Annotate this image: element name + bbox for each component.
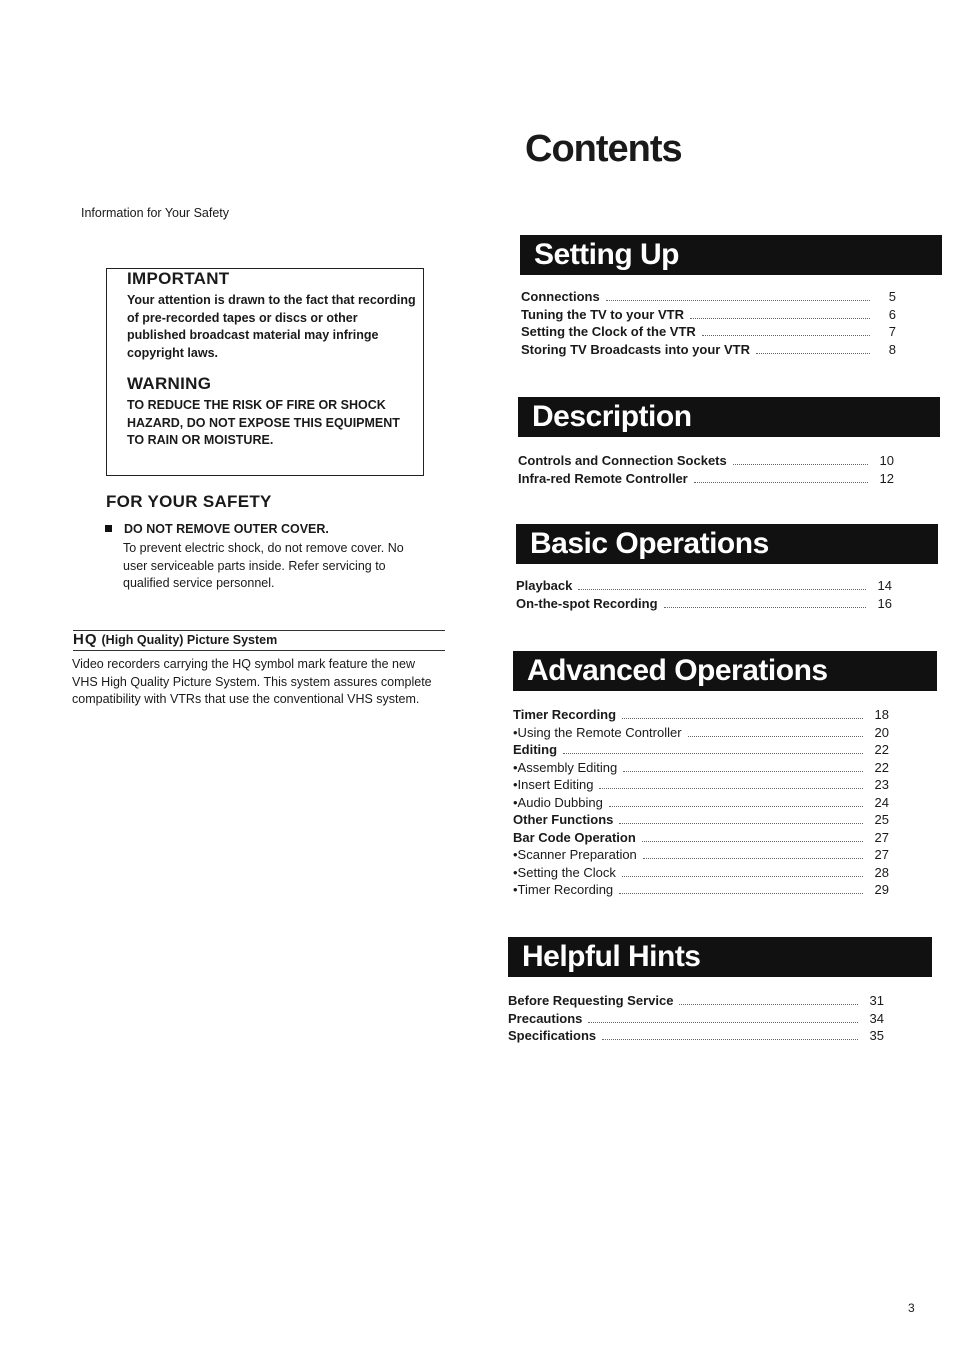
toc-page: 35 xyxy=(869,1028,884,1043)
safety-heading: FOR YOUR SAFETY xyxy=(106,492,272,511)
toc-page: 22 xyxy=(874,759,889,775)
toc-page: 10 xyxy=(879,453,894,468)
toc-leader xyxy=(733,464,868,465)
hq-heading-text: (High Quality) Picture System xyxy=(101,633,278,647)
toc-label: •Insert Editing xyxy=(513,777,594,792)
toc-leader xyxy=(619,893,863,894)
toc-label: Tuning the TV to your VTR xyxy=(521,306,684,322)
toc-page: 29 xyxy=(874,882,889,897)
warning-heading: WARNING xyxy=(127,374,212,393)
toc-leader xyxy=(756,353,870,354)
section-title: Advanced Operations xyxy=(527,654,828,687)
toc-label: Other Functions xyxy=(513,812,614,827)
toc-leader xyxy=(599,788,863,789)
section-bar-description xyxy=(518,397,940,437)
important-text: Your attention is drawn to the fact that recording of pre-recorded tapes or discs or other published broadcast material may infringe copyright laws. xyxy=(127,293,416,360)
toc-leader xyxy=(642,841,863,842)
toc-leader xyxy=(679,1004,858,1005)
toc-page: 6 xyxy=(888,306,896,322)
safety-intro-text: Information for Your Safety xyxy=(81,206,230,220)
toc-row[interactable] xyxy=(513,794,889,812)
toc-page: 22 xyxy=(874,742,889,757)
toc-row[interactable] xyxy=(518,452,894,470)
toc-label: Controls and Connection Sockets xyxy=(518,453,727,468)
section-title: Basic Operations xyxy=(530,527,769,560)
toc-row[interactable] xyxy=(508,992,884,1010)
toc-description xyxy=(518,452,894,487)
toc-leader xyxy=(688,736,863,737)
toc-leader xyxy=(643,858,863,859)
toc-advanced-operations xyxy=(513,706,889,899)
toc-row[interactable] xyxy=(513,706,889,724)
toc-leader xyxy=(606,300,870,301)
toc-row[interactable] xyxy=(521,288,896,306)
toc-page: 28 xyxy=(874,864,889,880)
toc-label: On-the-spot Recording xyxy=(516,595,658,611)
toc-page: 27 xyxy=(874,829,889,845)
toc-label: Specifications xyxy=(508,1028,597,1043)
section-bar-setting-up xyxy=(520,235,942,275)
toc-page: 5 xyxy=(888,289,896,304)
toc-leader xyxy=(694,482,868,483)
toc-label: Precautions xyxy=(508,1010,583,1026)
toc-leader xyxy=(690,318,870,319)
page-title: Contents xyxy=(525,128,682,170)
toc-row[interactable] xyxy=(513,724,889,742)
toc-page: 34 xyxy=(869,1010,884,1026)
important-notice-box xyxy=(106,268,424,476)
toc-page: 12 xyxy=(879,470,894,486)
hq-rule-bottom xyxy=(73,650,445,651)
toc-row[interactable] xyxy=(513,881,889,899)
warning-text: TO REDUCE THE RISK OF FIRE OR SHOCK HAZARD, DO NOT EXPOSE THIS EQUIPMENT TO RAIN OR MOISTURE. xyxy=(127,398,400,447)
toc-row[interactable] xyxy=(513,741,889,759)
toc-row[interactable] xyxy=(513,759,889,777)
toc-label: •Using the Remote Controller xyxy=(513,724,682,740)
important-heading: IMPORTANT xyxy=(127,269,230,288)
toc-label: •Assembly Editing xyxy=(513,759,618,775)
toc-leader xyxy=(622,718,863,719)
toc-leader xyxy=(609,806,863,807)
toc-leader xyxy=(578,589,866,590)
section-title: Description xyxy=(532,400,692,433)
toc-label: Setting the Clock of the VTR xyxy=(521,324,696,339)
toc-page: 24 xyxy=(874,794,889,810)
toc-row[interactable] xyxy=(518,470,894,488)
toc-setting-up xyxy=(521,288,896,358)
toc-row[interactable] xyxy=(513,829,889,847)
toc-leader xyxy=(622,876,863,877)
toc-leader xyxy=(623,771,863,772)
toc-page: 14 xyxy=(877,578,892,593)
toc-row[interactable] xyxy=(521,341,896,359)
toc-row[interactable] xyxy=(516,595,892,613)
toc-label: •Setting the Clock xyxy=(513,864,616,880)
toc-label: Editing xyxy=(513,742,558,757)
toc-basic-operations xyxy=(516,577,892,612)
toc-row[interactable] xyxy=(508,1010,884,1028)
toc-page: 16 xyxy=(877,595,892,611)
toc-label: Before Requesting Service xyxy=(508,993,674,1008)
toc-leader xyxy=(664,607,866,608)
toc-label: Infra-red Remote Controller xyxy=(518,470,688,486)
hq-text: Video recorders carrying the HQ symbol mark feature the new VHS High Quality Picture System. This system assures complete compatibility with VTRs that use the conventional VHS system. xyxy=(72,657,432,706)
toc-page: 18 xyxy=(874,707,889,722)
toc-leader xyxy=(563,753,863,754)
toc-page: 23 xyxy=(874,777,889,792)
toc-leader xyxy=(602,1039,858,1040)
toc-row[interactable] xyxy=(513,811,889,829)
toc-label: •Scanner Preparation xyxy=(513,847,637,862)
toc-row[interactable] xyxy=(513,776,889,794)
toc-page: 25 xyxy=(874,812,889,827)
hq-logo: HQ xyxy=(73,631,98,648)
toc-page: 31 xyxy=(869,993,884,1008)
toc-page: 7 xyxy=(888,324,896,339)
toc-row[interactable] xyxy=(521,306,896,324)
section-bar-advanced-operations xyxy=(513,651,937,691)
toc-page: 20 xyxy=(874,724,889,740)
section-title: Helpful Hints xyxy=(522,940,701,973)
toc-row[interactable] xyxy=(516,577,892,595)
toc-row[interactable] xyxy=(513,864,889,882)
toc-leader xyxy=(702,335,870,336)
toc-page: 8 xyxy=(888,341,896,357)
toc-label: •Timer Recording xyxy=(513,882,614,897)
toc-helpful-hints xyxy=(508,992,884,1045)
toc-label: •Audio Dubbing xyxy=(513,794,603,810)
page-number: 3 xyxy=(908,1301,915,1315)
toc-label: Connections xyxy=(521,289,600,304)
toc-label: Storing TV Broadcasts into your VTR xyxy=(521,341,750,357)
toc-page: 27 xyxy=(874,847,889,862)
section-bar-basic-operations xyxy=(516,524,938,564)
square-bullet-icon xyxy=(105,525,112,532)
toc-label: Playback xyxy=(516,578,573,593)
toc-leader xyxy=(588,1022,858,1023)
section-bar-helpful-hints xyxy=(508,937,932,977)
toc-leader xyxy=(619,823,863,824)
toc-label: Timer Recording xyxy=(513,707,617,722)
toc-row[interactable] xyxy=(513,846,889,864)
section-title: Setting Up xyxy=(534,238,679,271)
safety-text: To prevent electric shock, do not remove cover. No user serviceable parts inside. Refer servicing to qualified service personnel. xyxy=(123,541,404,590)
safety-subheading: DO NOT REMOVE OUTER COVER. xyxy=(124,522,329,536)
hq-heading xyxy=(73,631,277,648)
toc-label: Bar Code Operation xyxy=(513,829,636,845)
toc-row[interactable] xyxy=(508,1027,884,1045)
toc-row[interactable] xyxy=(521,323,896,341)
